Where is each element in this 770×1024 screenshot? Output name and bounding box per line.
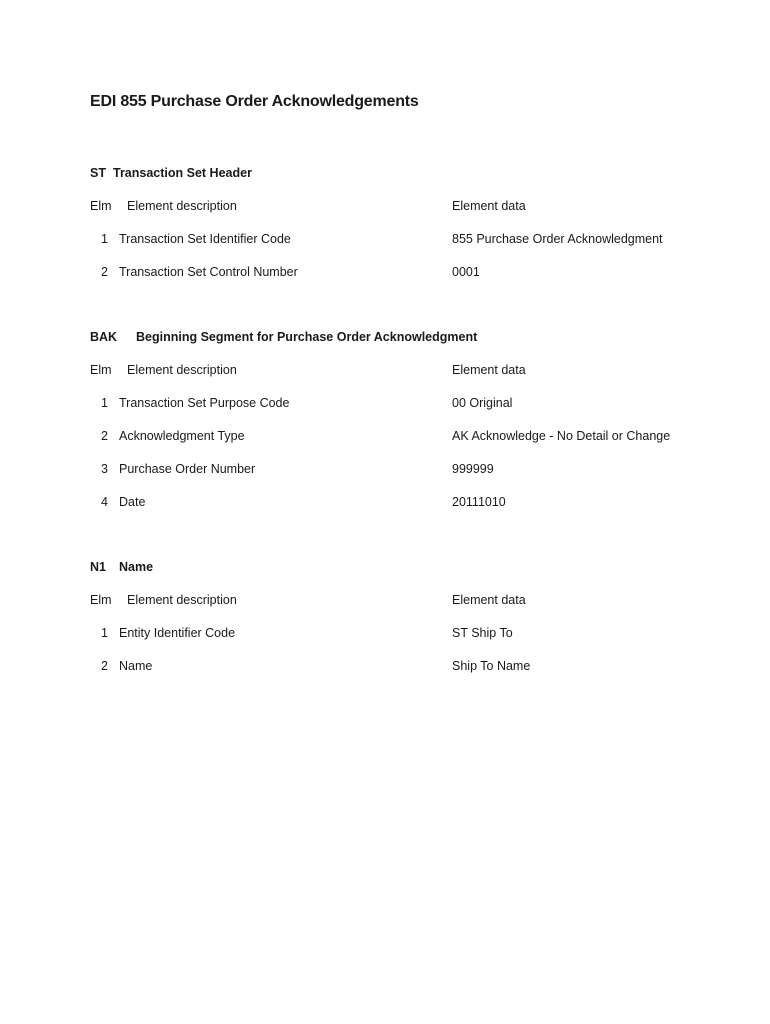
element-number: 3	[101, 462, 108, 476]
element-description: Entity Identifier Code	[119, 626, 236, 640]
element-row	[90, 232, 690, 248]
element-number: 2	[101, 659, 108, 673]
segment-header	[90, 330, 478, 344]
element-description: Transaction Set Identifier Code	[119, 232, 291, 246]
segment-name: Beginning Segment for Purchase Order Acknowledgment	[136, 330, 478, 344]
element-number: 1	[101, 626, 108, 640]
column-elm: Elm	[90, 593, 112, 607]
column-data: Element data	[452, 363, 526, 377]
segment-id: ST	[90, 166, 106, 180]
element-data: 999999	[452, 462, 494, 476]
column-elm: Elm	[90, 363, 112, 377]
segment-name: Name	[119, 560, 154, 574]
element-row	[90, 659, 690, 675]
column-description: Element description	[127, 363, 237, 377]
element-data: 0001	[452, 265, 480, 279]
column-data: Element data	[452, 593, 526, 607]
element-row	[90, 429, 690, 445]
element-row	[90, 626, 690, 642]
element-data: AK Acknowledge - No Detail or Change	[452, 429, 671, 443]
element-description: Transaction Set Purpose Code	[119, 396, 290, 410]
element-number: 1	[101, 396, 108, 410]
segment-id: N1	[90, 560, 106, 574]
element-row	[90, 265, 690, 281]
element-description: Acknowledgment Type	[119, 429, 245, 443]
column-header-row	[90, 363, 690, 379]
element-number: 2	[101, 429, 108, 443]
segment-header	[90, 166, 252, 180]
element-description: Name	[119, 659, 153, 673]
segment-header	[90, 560, 154, 574]
segment-id: BAK	[90, 330, 118, 344]
element-row	[90, 495, 690, 511]
element-row	[90, 462, 690, 478]
element-number: 1	[101, 232, 108, 246]
column-header-row	[90, 593, 690, 609]
element-data: ST Ship To	[452, 626, 513, 640]
segment-name: Transaction Set Header	[113, 166, 252, 180]
element-number: 4	[101, 495, 108, 509]
element-data: 855 Purchase Order Acknowledgment	[452, 232, 663, 246]
element-data: Ship To Name	[452, 659, 531, 673]
element-data: 20111010	[452, 495, 506, 509]
column-data: Element data	[452, 199, 526, 213]
element-description: Date	[119, 495, 146, 509]
element-row	[90, 396, 690, 412]
document-title: EDI 855 Purchase Order Acknowledgements	[90, 93, 419, 110]
column-header-row	[90, 199, 690, 215]
column-description: Element description	[127, 199, 237, 213]
element-description: Transaction Set Control Number	[119, 265, 298, 279]
column-elm: Elm	[90, 199, 112, 213]
element-number: 2	[101, 265, 108, 279]
element-description: Purchase Order Number	[119, 462, 256, 476]
element-data: 00 Original	[452, 396, 513, 410]
column-description: Element description	[127, 593, 237, 607]
